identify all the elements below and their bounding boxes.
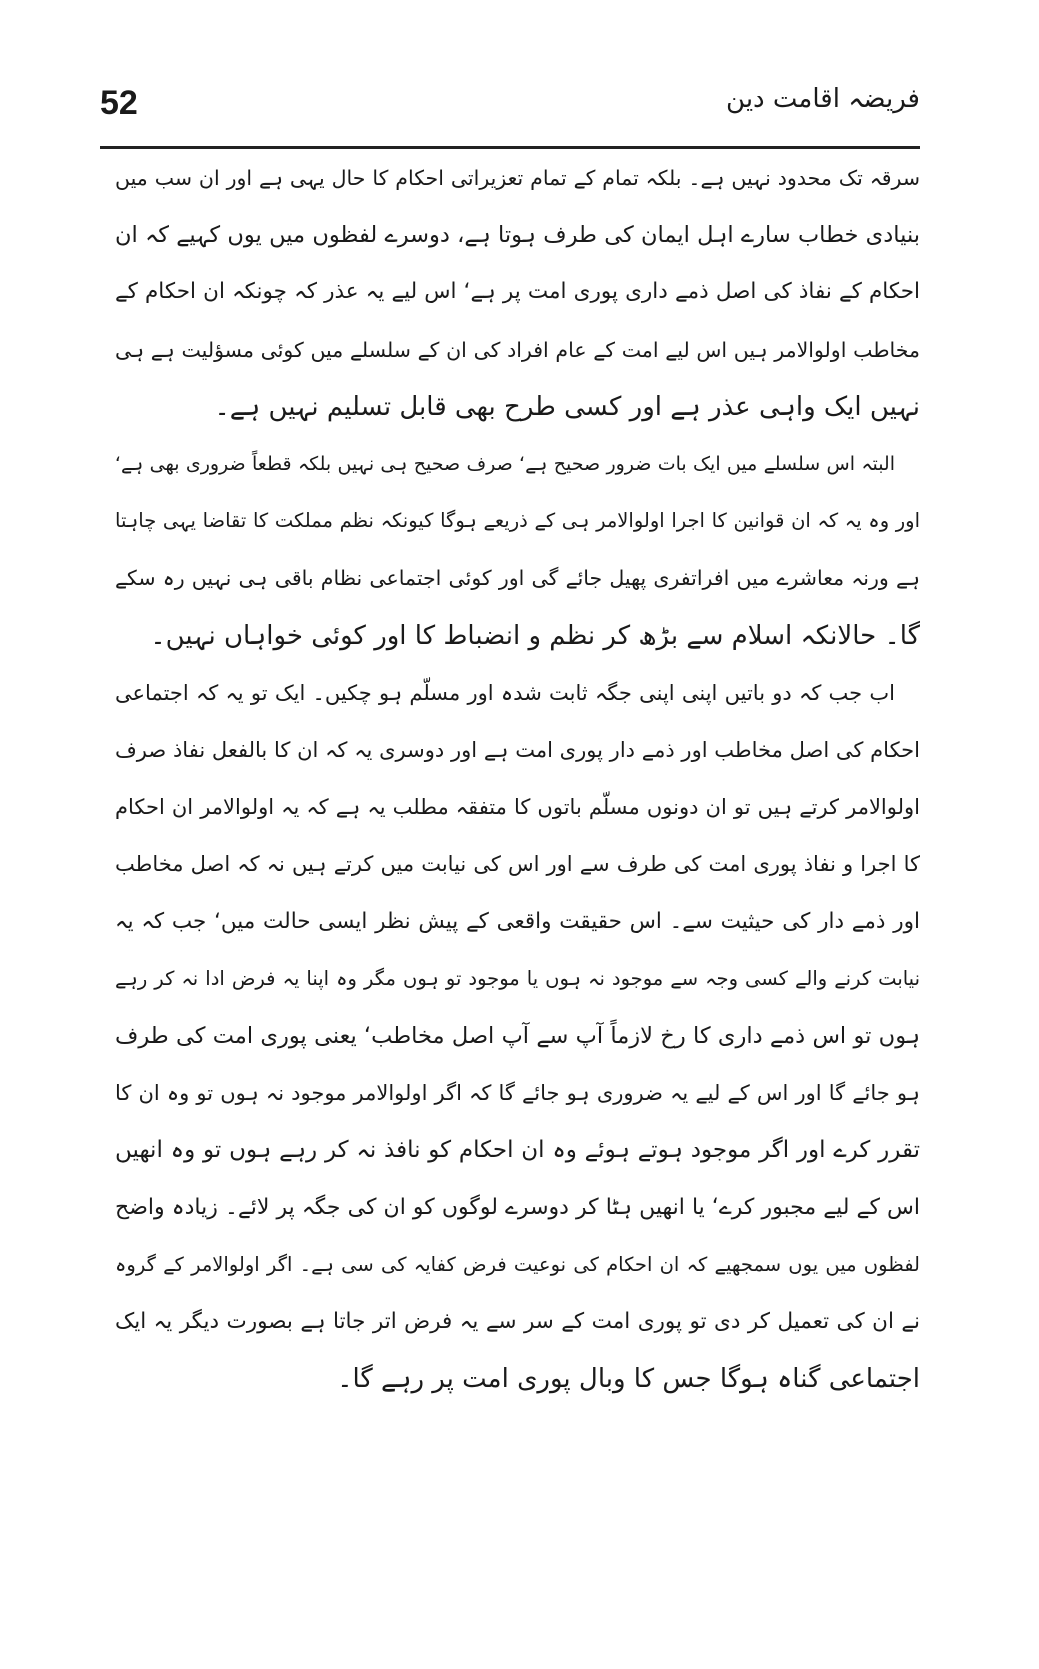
text-line: احکام کی اصل مخاطب اور ذمے دار پوری امت ہے اور دوسری یہ کہ ان کا بالفعل نفاذ صرف bbox=[115, 738, 920, 762]
text-line: اجتماعی گناہ ہوگا جس کا وبال پوری امت پر رہے گا۔ bbox=[337, 1364, 920, 1395]
text-line: نیابت کرنے والے کسی وجہ سے موجود نہ ہوں یا موجود تو ہوں مگر وہ اپنا یہ فرض ادا نہ کر رہے bbox=[115, 966, 920, 990]
text-line: احکام کے نفاذ کی اصل ذمے داری پوری امت پر ہے‘ اس لیے یہ عذر کہ چونکہ ان احکام کے bbox=[115, 279, 920, 305]
text-line: مخاطب اولوالامر ہیں اس لیے امت کے عام افراد کی ان کے سلسلے میں کوئی مسؤلیت ہے ہی bbox=[115, 337, 920, 362]
text-line: ہے ورنہ معاشرے میں افراتفری پھیل جائے گی اور کوئی اجتماعی نظام باقی ہی نہیں رہ سکے bbox=[115, 566, 920, 591]
text-line: اولوالامر کرتے ہیں تو ان دونوں مسلّم باتوں کا متفقہ مطلب یہ ہے کہ یہ اولوالامر ان احکام bbox=[115, 795, 920, 820]
page-number: 52 bbox=[100, 84, 138, 122]
text-line: اب جب کہ دو باتیں اپنی اپنی جگہ ثابت شدہ اور مسلّم ہو چکیں۔ ایک تو یہ کہ اجتماعی bbox=[115, 680, 895, 705]
text-line: نے ان کی تعمیل کر دی تو پوری امت کے سر سے یہ فرض اتر جاتا ہے بصورت دیگر یہ ایک bbox=[115, 1309, 920, 1334]
text-line: سرقہ تک محدود نہیں ہے۔ بلکہ تمام کے تمام تعزیراتی احکام کا حال یہی ہے اور ان سب میں bbox=[115, 166, 920, 190]
text-line: کا اجرا و نفاذ پوری امت کی طرف سے اور اس کی نیابت میں کرتے ہیں نہ کہ اصل مخاطب bbox=[115, 852, 920, 877]
text-line: اور وہ یہ کہ ان قوانین کا اجرا اولوالامر ہی کے ذریعے ہوگا کیونکہ نظم مملکت کا تقاضا یہی چاہتا bbox=[115, 509, 920, 533]
text-line: اور ذمے دار کی حیثیت سے۔ اس حقیقت واقعی کے پیش نظر ایسی حالت میں‘ جب کہ یہ bbox=[115, 908, 920, 934]
text-line: لفظوں میں یوں سمجھیے کہ ان احکام کی نوعیت فرض کفایہ کی سی ہے۔ اگر اولوالامر کے گروہ bbox=[115, 1252, 920, 1276]
running-title: فریضہ اقامت دین bbox=[726, 84, 920, 114]
text-line: نہیں ایک واہی عذر ہے اور کسی طرح بھی قابل تسلیم نہیں ہے۔ bbox=[214, 391, 920, 422]
text-line: ہو جائے گا اور اس کے لیے یہ ضروری ہو جائے گا کہ اگر اولوالامر موجود نہ ہوں تو وہ ان کا bbox=[115, 1081, 920, 1106]
text-line: اس کے لیے مجبور کرے‘ یا انھیں ہٹا کر دوسرے لوگوں کو ان کی جگہ پر لائے۔ زیادہ واضح bbox=[115, 1194, 920, 1220]
text-line: بنیادی خطاب سارے اہل ایمان کی طرف ہوتا ہے، دوسرے لفظوں میں یوں کہیے کہ ان bbox=[115, 222, 920, 249]
text-line: ہوں تو اس ذمے داری کا رخ لازماً آپ سے آپ اصل مخاطب‘ یعنی پوری امت کی طرف bbox=[115, 1023, 920, 1049]
text-line: تقرر کرے اور اگر موجود ہوتے ہوئے وہ ان احکام کو نافذ نہ کر رہے ہوں تو وہ انھیں bbox=[115, 1137, 920, 1164]
text-line: گا۔ حالانکہ اسلام سے بڑھ کر نظم و انضباط کا اور کوئی خواہاں نہیں۔ bbox=[150, 620, 920, 651]
header-rule bbox=[100, 146, 920, 149]
text-line: البتہ اس سلسلے میں ایک بات ضرور صحیح ہے‘ صرف صحیح ہی نہیں بلکہ قطعاً ضروری بھی ہے‘ bbox=[115, 453, 895, 475]
